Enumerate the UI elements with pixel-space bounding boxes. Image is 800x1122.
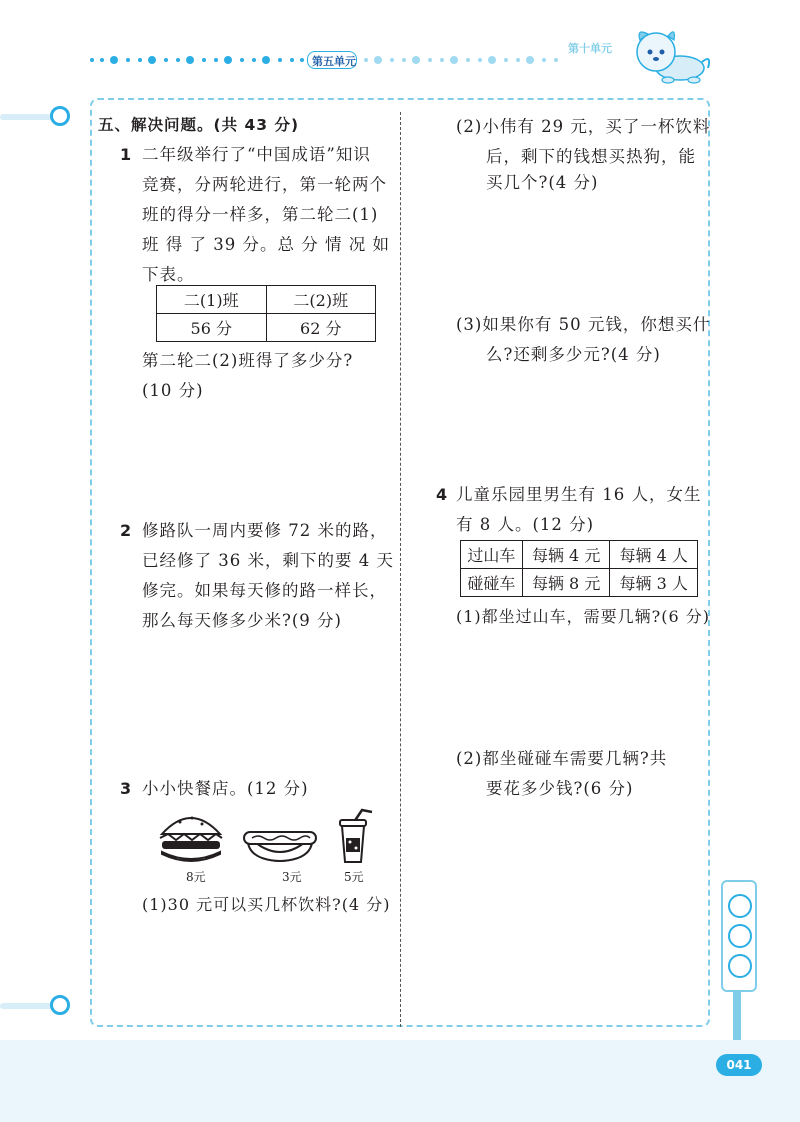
hotdog-price: 3元 (282, 870, 302, 884)
q1-table-cell: 62 分 (266, 314, 376, 342)
q2-line-2: 已经修了 36 米，剩下的要 4 天 (142, 551, 394, 570)
dog-mascot-icon (628, 22, 712, 86)
q1-table-header: 二(1)班 (157, 286, 267, 314)
unit-label-right: 第十单元 (568, 42, 612, 55)
q3-sub3-line-2: 么?还剩多少元?(4 分) (486, 345, 661, 364)
q2-line-4: 那么每天修多少米?(9 分) (142, 611, 342, 630)
header-dotted-line (88, 52, 648, 68)
q3-sub1: (1)30 元可以买几杯饮料?(4 分) (142, 895, 391, 914)
q4-line-1: 儿童乐园里男生有 16 人，女生 (456, 485, 702, 504)
q1-line-5: 下表。 (142, 265, 195, 284)
q1-question-line-1: 第二轮二(2)班得了多少分? (142, 351, 354, 370)
q1-line-4: 班 得 了 39 分。总 分 情 况 如 (142, 235, 390, 254)
q4-table-cell: 过山车 (461, 541, 523, 569)
hamburger-icon (156, 808, 226, 866)
drink-icon (332, 808, 380, 866)
q3-sub2-line-2: 后，剩下的钱想买热狗，能 (486, 147, 696, 166)
q4-table-cell: 每辆 3 人 (610, 569, 698, 597)
q4-table-cell: 每辆 8 元 (522, 569, 610, 597)
hotdog-icon (242, 818, 318, 864)
q3-sub3-line-1: (3)如果你有 50 元钱，你想买什 (456, 315, 711, 334)
q1-question-line-2: (10 分) (142, 381, 204, 400)
q4-ride-table (460, 540, 698, 597)
column-divider (400, 112, 401, 1027)
q4-sub2-line-2: 要花多少钱?(6 分) (486, 779, 634, 798)
q4-table-cell: 碰碰车 (461, 569, 523, 597)
footer-band (0, 1040, 800, 1122)
section-title: 五、解决问题。(共 43 分) (98, 116, 300, 134)
q1-table-header: 二(2)班 (266, 286, 376, 314)
q2-line-3: 修完。如果每天修的路一样长， (142, 581, 387, 600)
q1-number: 1 (120, 145, 133, 164)
q1-line-2: 竞赛，分两轮进行，第一轮两个 (142, 175, 387, 194)
q1-line-1: 二年级举行了“中国成语”知识 (142, 145, 371, 164)
q1-score-table (156, 285, 376, 342)
q4-sub1: (1)都坐过山车，需要几辆?(6 分) (456, 607, 710, 626)
q3-sub2-line-1: (2)小伟有 29 元，买了一杯饮料 (456, 117, 711, 136)
left-tab-knob-top (50, 106, 70, 126)
q3-number: 3 (120, 779, 133, 798)
q4-number: 4 (436, 485, 449, 504)
q4-table-cell: 每辆 4 人 (610, 541, 698, 569)
hamburger-price: 8元 (186, 870, 206, 884)
q4-line-2: 有 8 人。(12 分) (456, 515, 595, 534)
q2-number: 2 (120, 521, 133, 540)
traffic-light-icon (721, 880, 757, 992)
drink-price: 5元 (344, 870, 364, 884)
q1-table-cell: 56 分 (157, 314, 267, 342)
unit-label: 第五单元 (312, 55, 356, 68)
q4-sub2-line-1: (2)都坐碰碰车需要几辆?共 (456, 749, 668, 768)
page-number: 041 (716, 1054, 762, 1076)
traffic-light-pole (733, 990, 741, 1040)
left-tab-knob-bottom (50, 995, 70, 1015)
q1-line-3: 班的得分一样多，第二轮二(1) (142, 205, 379, 224)
q2-line-1: 修路队一周内要修 72 米的路， (142, 521, 388, 540)
q3-title: 小小快餐店。(12 分) (142, 779, 309, 798)
q3-sub2-line-3: 买几个?(4 分) (486, 173, 599, 192)
q4-table-cell: 每辆 4 元 (522, 541, 610, 569)
